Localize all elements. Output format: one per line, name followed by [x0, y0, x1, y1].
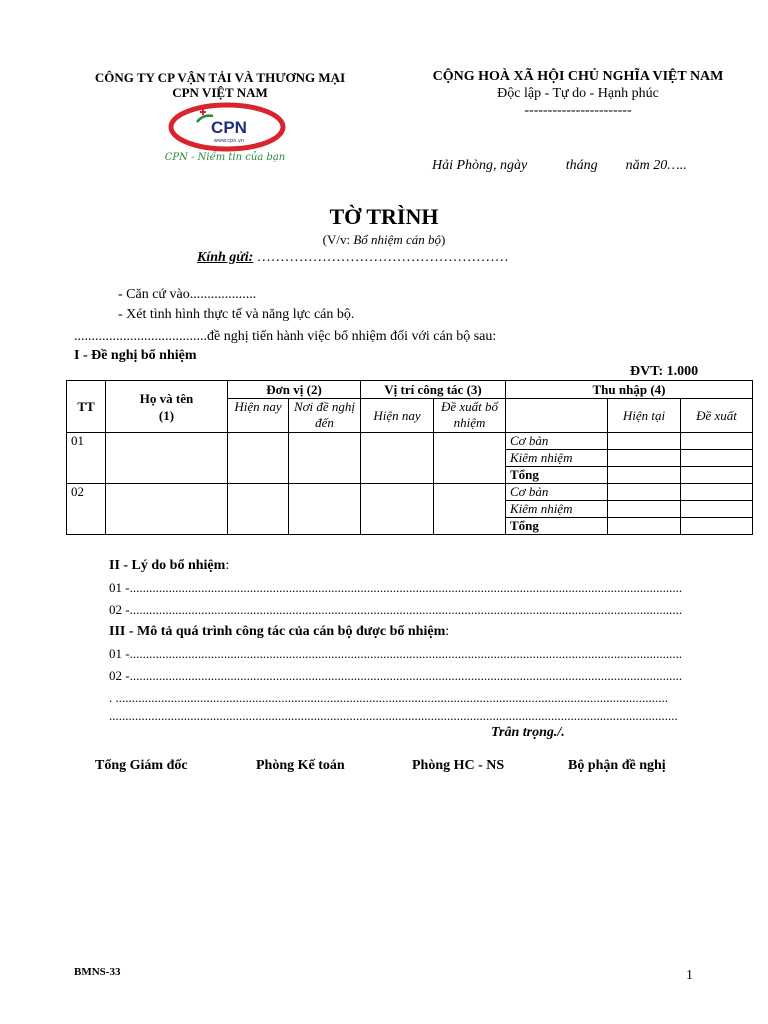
cell-income-proposed — [681, 518, 753, 535]
form-code: BMNS-33 — [74, 966, 121, 978]
section-2-title: II - Lý do bổ nhiệm — [109, 558, 226, 573]
history-2-label: 02 - — [109, 668, 130, 683]
unit-label: ĐVT: 1.000 — [630, 364, 699, 379]
recipient-label: Kính gửi: — [197, 250, 254, 265]
consideration-line: - Xét tình hình thực tế và năng lực cán bộ. — [118, 307, 355, 322]
signature-general-director: Tổng Giám đốc — [95, 758, 188, 773]
table-row — [67, 433, 753, 450]
cell-income-current — [608, 467, 681, 484]
header-full-name: Họ và tên (1) — [106, 381, 228, 433]
subject-suffix: ) — [441, 232, 446, 247]
history-line-1[interactable]: 01 -.......................................................................................................................................................................... — [109, 646, 683, 661]
row-number: 01 — [67, 433, 106, 484]
company-name — [60, 70, 380, 100]
cell-position-current — [361, 484, 434, 535]
recipient-dots: ……………………………………………… — [253, 250, 509, 265]
history-1-label: 01 - — [109, 646, 130, 661]
table-row — [67, 484, 753, 501]
cell-income-proposed — [681, 484, 753, 501]
cell-name — [106, 433, 228, 484]
row-number: 02 — [67, 484, 106, 535]
section-2-colon: : — [225, 558, 230, 573]
cell-name — [106, 484, 228, 535]
section-3-title: III - Mô tả quá trình công tác của cán bộ được bổ nhiệm — [109, 624, 446, 639]
income-item: Tổng — [506, 518, 608, 535]
cell-position-proposed — [434, 433, 506, 484]
logo-text: CPN — [211, 118, 247, 137]
page-number: 1 — [686, 968, 693, 983]
history-line-2[interactable]: 02 -.......................................................................................................................................................................... — [109, 668, 683, 683]
logo-tagline: CPN - Niềm tin của bạn — [164, 152, 286, 163]
reason-2-label: 02 - — [109, 602, 130, 617]
cell-unit-current — [228, 484, 289, 535]
reason-line-2[interactable]: 02 -.......................................................................................................................................................................... — [109, 602, 683, 617]
signature-proposing-dept: Bộ phận đề nghị — [568, 758, 666, 773]
national-header — [398, 68, 758, 119]
company-line-1: CÔNG TY CP VẬN TẢI VÀ THƯƠNG MẠI — [94, 70, 346, 85]
signature-hr-admin: Phòng HC - NS — [412, 758, 505, 773]
reason-1-label: 01 - — [109, 580, 130, 595]
income-item: Tổng — [506, 467, 608, 484]
company-line-2: CPN VIỆT NAM — [172, 85, 268, 100]
document-subject — [0, 232, 768, 248]
closing-text: Trân trọng./. — [491, 725, 565, 740]
reason-line-1[interactable]: 01 -.......................................................................................................................................................................... — [109, 580, 683, 595]
recipient-line — [197, 250, 509, 266]
cell-income-current — [608, 450, 681, 467]
header-unit: Đơn vị (2) — [228, 381, 361, 399]
logo-url: www.cpn.vn — [213, 138, 245, 144]
section-3-colon: : — [445, 624, 450, 639]
subject-prefix: (V/v: — [322, 232, 354, 247]
income-item: Cơ bản — [506, 484, 608, 501]
header-position: Vị trí công tác (3) — [361, 381, 506, 399]
subheader-income-type — [506, 399, 608, 433]
history-line-3[interactable]: . .......................................................................................................................................................................... — [109, 690, 668, 705]
history-line-4[interactable]: ............................................................................................................................................................................... — [109, 708, 678, 723]
subheader-unit-current: Hiện nay — [228, 399, 289, 433]
cell-income-proposed — [681, 450, 753, 467]
nation-motto: Độc lập - Tự do - Hạnh phúc — [497, 86, 659, 101]
appointment-table — [66, 380, 753, 535]
cell-income-current — [608, 518, 681, 535]
income-item: Cơ bản — [506, 433, 608, 450]
subheader-income-proposed: Đề xuất — [681, 399, 753, 433]
subheader-position-current: Hiện nay — [361, 399, 434, 433]
cell-position-current — [361, 433, 434, 484]
cell-income-current — [608, 501, 681, 518]
signature-accounting: Phòng Kế toán — [256, 758, 345, 773]
section-3-heading — [109, 624, 449, 640]
date-line: Hải Phòng, ngày tháng năm 20….. — [432, 158, 687, 173]
header-income: Thu nhập (4) — [506, 381, 753, 399]
cell-income-proposed — [681, 467, 753, 484]
subheader-position-proposed: Đề xuất bổ nhiệm — [434, 399, 506, 433]
section-1-heading: I - Đề nghị bổ nhiệm — [74, 348, 197, 363]
nation-name: CỘNG HOÀ XÃ HỘI CHỦ NGHĨA VIỆT NAM — [432, 69, 724, 84]
cell-income-current — [608, 484, 681, 501]
cell-income-proposed — [681, 501, 753, 518]
cell-income-proposed — [681, 433, 753, 450]
income-item: Kiêm nhiệm — [506, 450, 608, 467]
cell-proposed-place — [289, 433, 361, 484]
history-3-label: . — [109, 690, 116, 705]
income-item: Kiêm nhiệm — [506, 501, 608, 518]
cell-unit-current — [228, 433, 289, 484]
cell-income-current — [608, 433, 681, 450]
nation-separator: ----------------------- — [524, 103, 632, 118]
basis-line: - Căn cứ vào................... — [118, 287, 257, 302]
section-2-heading — [109, 558, 229, 574]
document-title: TỜ TRÌNH — [329, 204, 439, 229]
header-tt: TT — [67, 381, 106, 433]
subheader-income-current: Hiện tại — [608, 399, 681, 433]
proposal-line: ......................................đề nghị tiến hành việc bổ nhiệm đối với cán bộ sau: — [74, 329, 497, 344]
cell-proposed-place — [289, 484, 361, 535]
subheader-proposed-place: Nơi đề nghị đến — [289, 399, 361, 433]
cell-position-proposed — [434, 484, 506, 535]
subject-text: Bổ nhiệm cán bộ — [353, 232, 442, 247]
